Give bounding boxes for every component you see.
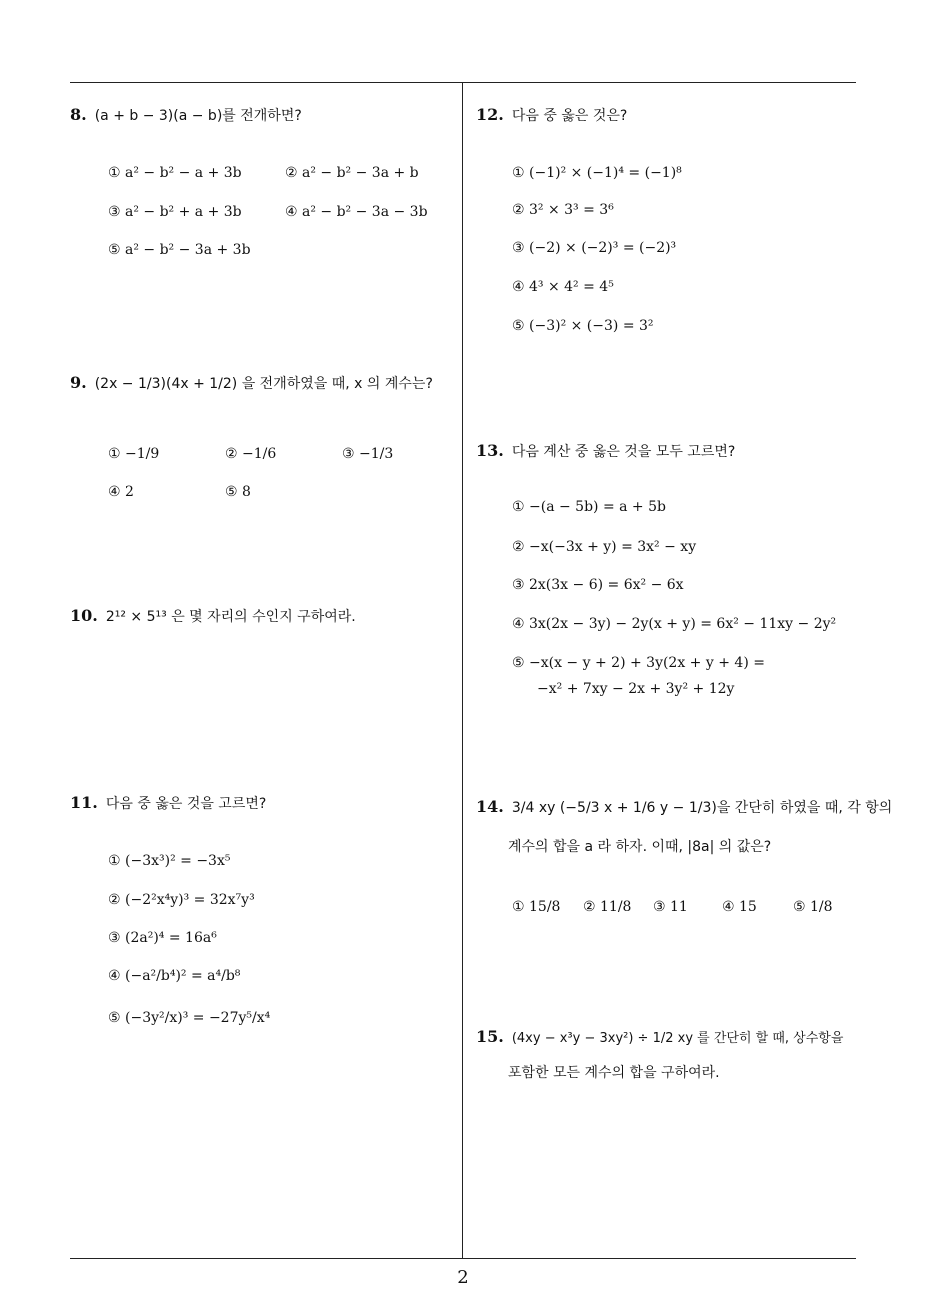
q13-option-5[interactable]: ⑤ −x(x − y + 2) + 3y(2x + y + 4) = — [512, 655, 765, 671]
q11-option-3[interactable]: ③ (2a²)⁴ = 16a⁶ — [108, 930, 217, 946]
question-11-stem: 11. 다음 중 옳은 것을 고르면? — [70, 793, 267, 812]
q12-option-3[interactable]: ③ (−2) × (−2)³ = (−2)³ — [512, 240, 677, 256]
q11-option-1[interactable]: ① (−3x³)² = −3x⁵ — [108, 853, 231, 869]
q14-option-4[interactable]: ④ 15 — [722, 899, 757, 915]
question-9-stem: 9. (2x − 1/3)(4x + 1/2) 을 전개하였을 때, x 의 계수는? — [70, 373, 433, 392]
page-number: 2 — [457, 1267, 469, 1288]
q8-option-3[interactable]: ③ a² − b² + a + 3b — [108, 204, 242, 220]
top-rule — [70, 82, 856, 83]
q9-option-4[interactable]: ④ 2 — [108, 484, 134, 500]
bottom-rule — [70, 1258, 856, 1259]
q13-option-4[interactable]: ④ 3x(2x − 3y) − 2y(x + y) = 6x² − 11xy − 2y² — [512, 616, 837, 632]
question-8-stem: 8. (a + b − 3)(a − b)를 전개하면? — [70, 105, 302, 124]
q8-option-4[interactable]: ④ a² − b² − 3a − 3b — [285, 204, 428, 220]
q9-option-3[interactable]: ③ −1/3 — [342, 446, 394, 462]
q9-option-1[interactable]: ① −1/9 — [108, 446, 160, 462]
q14-option-2[interactable]: ② 11/8 — [583, 899, 632, 915]
q9-option-2[interactable]: ② −1/6 — [225, 446, 277, 462]
q8-option-1[interactable]: ① a² − b² − a + 3b — [108, 165, 242, 181]
q13-option-3[interactable]: ③ 2x(3x − 6) = 6x² − 6x — [512, 577, 684, 593]
q11-option-5[interactable]: ⑤ (−3y²/x)³ = −27y⁵/x⁴ — [108, 1010, 271, 1026]
q12-option-4[interactable]: ④ 4³ × 4² = 4⁵ — [512, 279, 614, 295]
question-14-stem-line2: 계수의 합을 a 라 하자. 이때, |8a| 의 값은? — [508, 839, 772, 855]
q13-option-1[interactable]: ① −(a − 5b) = a + 5b — [512, 499, 666, 515]
q12-option-5[interactable]: ⑤ (−3)² × (−3) = 3² — [512, 318, 654, 334]
question-14-stem: 14. 3/4 xy (−5/3 x + 1/6 y − 1/3)을 간단히 하였을 때, 각 항의 — [476, 797, 893, 816]
question-10-stem: 10. 2¹² × 5¹³ 은 몇 자리의 수인지 구하여라. — [70, 606, 356, 625]
q14-option-3[interactable]: ③ 11 — [653, 899, 688, 915]
q8-option-5[interactable]: ⑤ a² − b² − 3a + 3b — [108, 242, 251, 258]
q8-option-2[interactable]: ② a² − b² − 3a + b — [285, 165, 419, 181]
q13-option-2[interactable]: ② −x(−3x + y) = 3x² − xy — [512, 539, 697, 555]
column-divider — [462, 83, 463, 1259]
question-12-stem: 12. 다음 중 옳은 것은? — [476, 105, 628, 124]
q14-option-1[interactable]: ① 15/8 — [512, 899, 561, 915]
q12-option-1[interactable]: ① (−1)² × (−1)⁴ = (−1)⁸ — [512, 165, 682, 181]
q12-option-2[interactable]: ② 3² × 3³ = 3⁶ — [512, 202, 614, 218]
q14-option-5[interactable]: ⑤ 1/8 — [793, 899, 833, 915]
q11-option-4[interactable]: ④ (−a²/b⁴)² = a⁴/b⁸ — [108, 968, 241, 984]
q9-option-5[interactable]: ⑤ 8 — [225, 484, 251, 500]
question-15-stem: 15. (4xy − x³y − 3xy²) ÷ 1/2 xy 를 간단히 할 때, 상수항을 — [476, 1027, 844, 1046]
question-13-stem: 13. 다음 계산 중 옳은 것을 모두 고르면? — [476, 441, 736, 460]
question-15-stem-line2: 포함한 모든 계수의 합을 구하여라. — [508, 1065, 720, 1081]
q13-option-5-continued: −x² + 7xy − 2x + 3y² + 12y — [537, 681, 735, 697]
q11-option-2[interactable]: ② (−2²x⁴y)³ = 32x⁷y³ — [108, 892, 255, 908]
